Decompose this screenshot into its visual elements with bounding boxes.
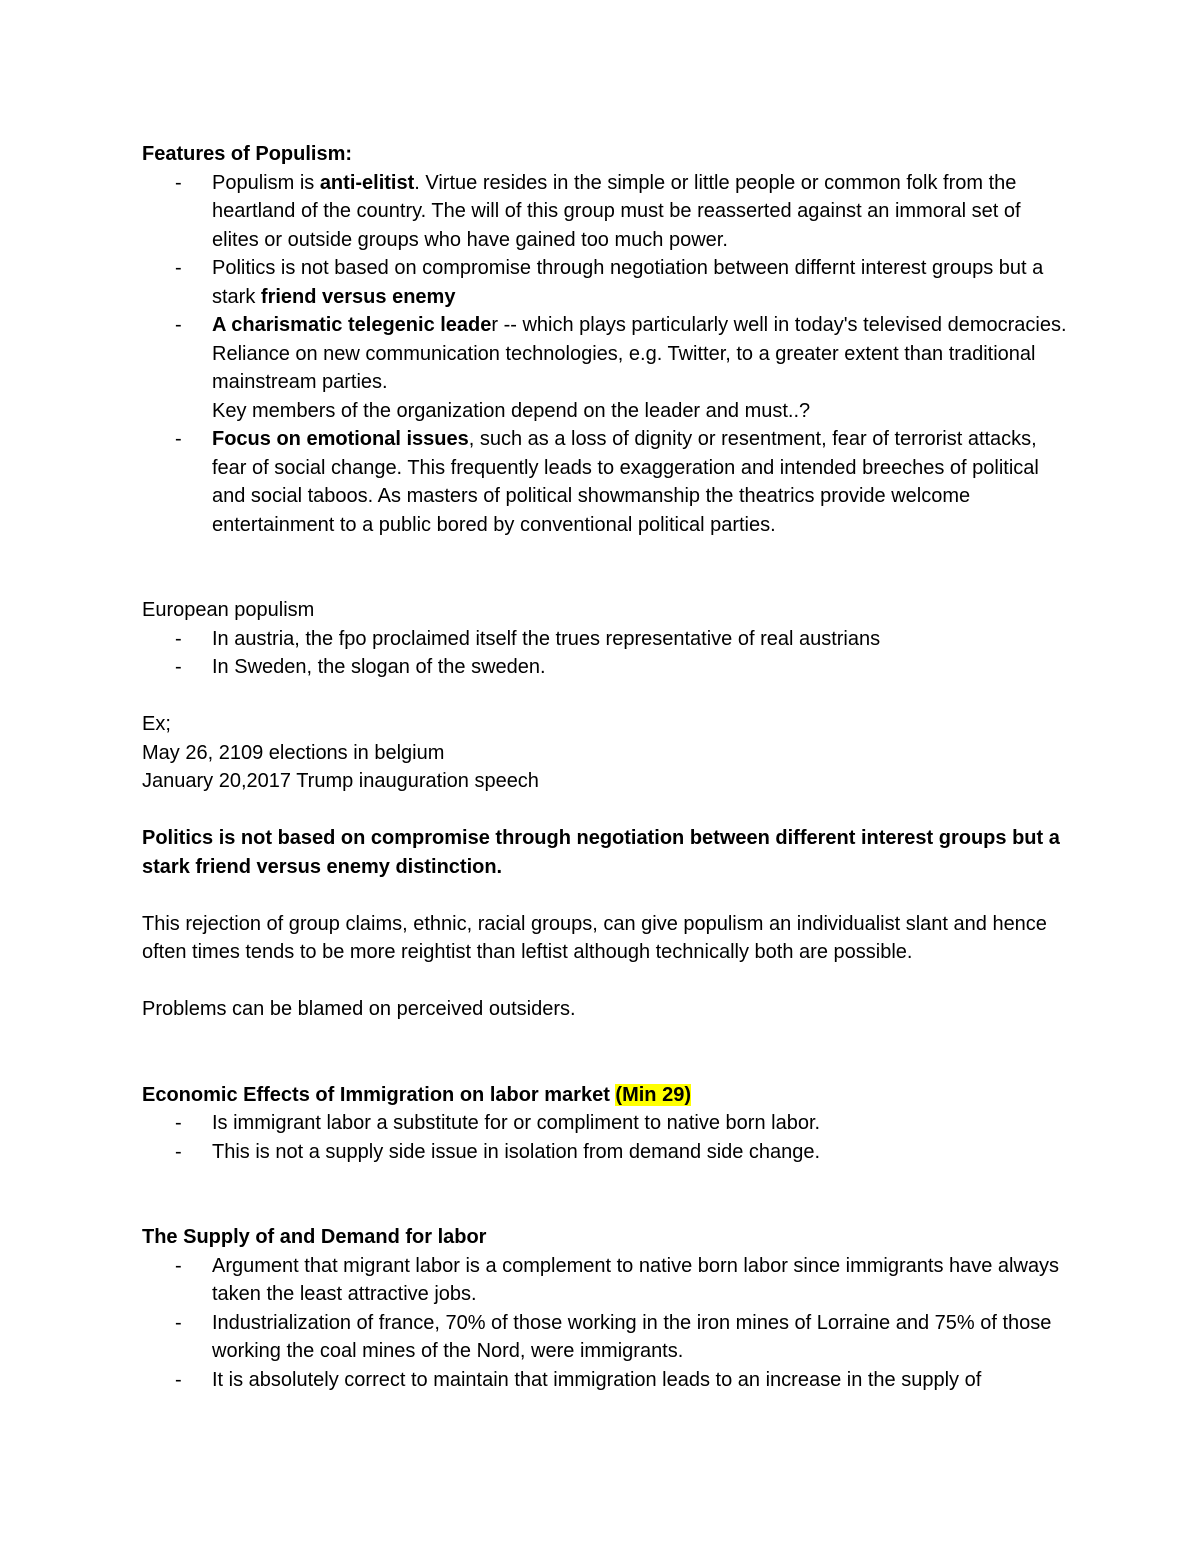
- item-bold-text: Focus on emotional issues: [212, 428, 469, 450]
- supply-list: [142, 1252, 1072, 1395]
- bullet-dash: -: [175, 627, 182, 650]
- list-item: [142, 625, 1072, 654]
- item-text: Populism is: [212, 171, 320, 194]
- list-item: [142, 1109, 1072, 1138]
- economic-heading-text: Economic Effects of Immigration on labor market: [142, 1083, 616, 1106]
- list-item: [142, 1309, 1072, 1366]
- example-line: January 20,2017 Trump inauguration speech: [142, 770, 539, 792]
- politics-paragraph: This rejection of group claims, ethnic, racial groups, can give populism an individualist slant and hence often times tends to be more reightist than leftist although technically both are possible.: [142, 912, 1047, 963]
- european-list: [142, 625, 1072, 682]
- bullet-dash: -: [175, 314, 182, 336]
- item-text: Argument that migrant labor is a complement to native born labor since immigrants have always taken the least attractive jobs.: [212, 1254, 1060, 1305]
- list-item: [142, 1366, 1072, 1395]
- list-item: [142, 254, 1072, 311]
- list-item: [142, 653, 1072, 682]
- bullet-dash: -: [175, 1254, 182, 1277]
- features-list: [142, 169, 1072, 540]
- item-text: In austria, the fpo proclaimed itself the trues representative of real austrians: [212, 627, 881, 650]
- item-text: r -- which plays particularly well in today's televised democracies. Reliance on new communication technologies, e.g. Twitter, to a greater extent than traditional mainstream parties.: [212, 314, 1067, 393]
- examples-label: Ex;: [142, 713, 171, 735]
- list-item: [142, 311, 1072, 425]
- european-heading: European populism: [142, 599, 315, 621]
- item-text: . Virtue resides in the simple or little people or common folk from the heartland of the country. The will of this group must be reasserted against an immoral set of elites or outside groups who have gained too much power.: [212, 171, 1021, 251]
- bullet-dash: -: [175, 428, 182, 450]
- bullet-dash: -: [175, 1368, 182, 1391]
- item-text: In Sweden, the slogan of the sweden.: [212, 656, 546, 678]
- economic-list: [142, 1109, 1072, 1166]
- bullet-dash: -: [175, 257, 182, 279]
- example-line: May 26, 2109 elections in belgium: [142, 741, 445, 764]
- politics-bold-paragraph: Politics is not based on compromise through negotiation between different interest groups but a stark friend versus enemy distinction.: [142, 827, 1060, 878]
- politics-paragraph: Problems can be blamed on perceived outsiders.: [142, 998, 576, 1020]
- document-page: [142, 140, 1072, 1394]
- item-bold-text: anti-elitist: [319, 171, 415, 194]
- economic-heading: [142, 1081, 1072, 1110]
- list-item: [142, 169, 1072, 255]
- bullet-dash: -: [175, 1112, 182, 1134]
- item-text: Industrialization of france, 70% of those working in the iron mines of Lorraine and 75% of those working the coal mines of the Nord, were immigrants.: [212, 1311, 1052, 1362]
- item-extra-text: Key members of the organization depend on the leader and must..?: [212, 399, 811, 422]
- highlighted-text: (Min 29): [615, 1083, 691, 1106]
- list-item: [142, 1138, 1072, 1167]
- bullet-dash: -: [175, 1311, 182, 1334]
- item-text: Is immigrant labor a substitute for or compliment to native born labor.: [212, 1112, 821, 1134]
- item-text: Politics is not based on compromise through negotiation between differnt interest groups but a stark: [212, 257, 1044, 308]
- item-bold-text: friend versus enemy: [260, 285, 456, 308]
- features-heading: Features of Populism:: [142, 143, 353, 165]
- item-bold-text: A charismatic telegenic leade: [212, 314, 492, 336]
- bullet-dash: -: [175, 1140, 182, 1163]
- list-item: [142, 425, 1072, 539]
- item-text: , such as a loss of dignity or resentment, fear of terrorist attacks, fear of social change. This frequently leads to exaggeration and intended breeches of political and social taboos. As masters of political showmanship the theatrics provide welcome entertainment to a public bored by conventional political parties.: [212, 428, 1039, 536]
- bullet-dash: -: [175, 171, 182, 194]
- item-text: It is absolutely correct to maintain that immigration leads to an increase in the supply of: [212, 1368, 982, 1391]
- item-text: This is not a supply side issue in isolation from demand side change.: [212, 1140, 821, 1163]
- list-item: [142, 1252, 1072, 1309]
- supply-heading: The Supply of and Demand for labor: [142, 1226, 487, 1248]
- bullet-dash: -: [175, 656, 182, 678]
